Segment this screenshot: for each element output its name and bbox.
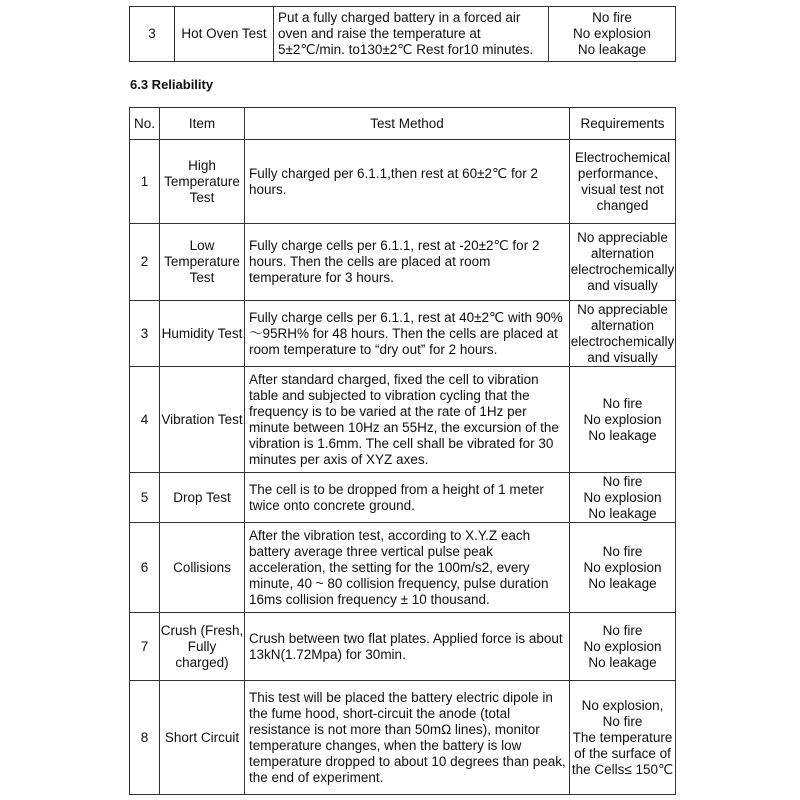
requirements [570,367,676,473]
row-number: 4 [130,367,160,473]
requirements [570,523,676,613]
requirement-line: No explosion [583,411,662,427]
table-row [130,613,676,681]
requirements [570,681,676,795]
section-heading: 6.3 Reliability [130,77,214,92]
requirement-line: No explosion, [581,697,664,713]
test-method: Fully charge cells per 6.1.1, rest at -20±2℃ for 2 hours. Then the cells are placed at room temperature for 3 hours. [245,224,570,301]
test-method: Fully charge cells per 6.1.1, rest at 40±2℃ with 90%～95RH% for 48 hours. Then the cells are placed at room temperature to “dry out” for 2 hours. [245,301,570,367]
test-method: Put a fully charged battery in a forced air oven and raise the temperature at 5±2℃/min. to130±2℃ Rest for10 minutes. [274,7,549,62]
reliability-table [129,107,676,795]
item-name: Hot Oven Test [175,7,274,62]
requirement-line: No fire [602,473,643,489]
row-number: 8 [130,681,160,795]
item-name: Collisions [160,523,245,613]
item-name: High Temperature Test [160,140,245,224]
requirements [570,613,676,681]
requirement-line: No leakage [588,505,657,521]
requirement-line: No leakage [588,654,657,670]
requirement-line: No appreciable alternation electrochemically and visually [570,301,675,365]
item-name: Low Temperature Test [160,224,245,301]
test-method: After standard charged, fixed the cell to vibration table and subjected to vibration cycling that the frequency is to be varied at the rate of 1Hz per minute between 10Hz an 55Hz, the excursion of the vibration is 1.6mm. The cell shall be vibrated for 30 minutes per axis of XYZ axes. [245,367,570,473]
item-name: Vibration Test [160,367,245,473]
table-row [130,367,676,473]
test-method: This test will be placed the battery electric dipole in the fume hood, short-circuit the anode (total resistance is not more than 50mΩ lines), monitor temperature changes, when the battery is low temperature dropped to about 10 degrees than peak, the end of experiment. [245,681,570,795]
requirement-line: No explosion [583,489,662,505]
requirement-line: No explosion [572,26,652,41]
row-number: 5 [130,473,160,523]
requirement-line: No leakage [588,575,657,591]
header-row [130,108,676,140]
item-name: Short Circuit [160,681,245,795]
requirement-line: No leakage [577,42,647,57]
requirement-line: Electrochemical performance、 [574,149,671,181]
table-row [130,7,676,62]
table-row [130,473,676,523]
row-number: 3 [130,7,175,62]
requirement-line: No fire [592,10,632,25]
requirement-line: The temperature of the surface of the Cells≤ 150℃ [571,729,674,777]
requirement-line: No fire [602,622,643,638]
header-no: No. [130,108,160,140]
item-name: Humidity Test [160,301,245,367]
header-item: Item [160,108,245,140]
requirements [549,7,676,62]
requirement-line: visual test not changed [581,181,664,213]
requirements [570,473,676,523]
requirements [570,301,676,367]
requirement-line: No explosion [583,559,662,575]
item-name: Crush (Fresh, Fully charged) [160,613,245,681]
table-row [130,681,676,795]
table-row [130,140,676,224]
header-requirements: Requirements [570,108,676,140]
requirement-line: No fire [602,713,643,729]
header-test-method: Test Method [245,108,570,140]
test-method: The cell is to be dropped from a height of 1 meter twice onto concrete ground. [245,473,570,523]
table-row [130,301,676,367]
row-number: 7 [130,613,160,681]
row-number: 2 [130,224,160,301]
requirements [570,224,676,301]
row-number: 1 [130,140,160,224]
requirement-line: No fire [602,395,643,411]
requirements [570,140,676,224]
test-method: Crush between two flat plates. Applied force is about 13kN(1.72Mpa) for 30min. [245,613,570,681]
test-method: After the vibration test, according to X.Y.Z each battery average three vertical pulse peak acceleration, the setting for the 100m/s2, every minute, 40 ~ 80 collision frequency, pulse duration 16ms collision frequency ± 10 thousand. [245,523,570,613]
row-number: 3 [130,301,160,367]
hot-oven-table [129,6,676,62]
item-name: Drop Test [160,473,245,523]
table-row [130,224,676,301]
row-number: 6 [130,523,160,613]
requirement-line: No appreciable alternation electrochemically and visually [570,230,675,293]
table-row [130,523,676,613]
requirement-line: No fire [602,543,643,559]
requirement-line: No explosion [583,638,662,654]
test-method: Fully charged per 6.1.1,then rest at 60±2℃ for 2 hours. [245,140,570,224]
requirement-line: No leakage [588,427,657,443]
